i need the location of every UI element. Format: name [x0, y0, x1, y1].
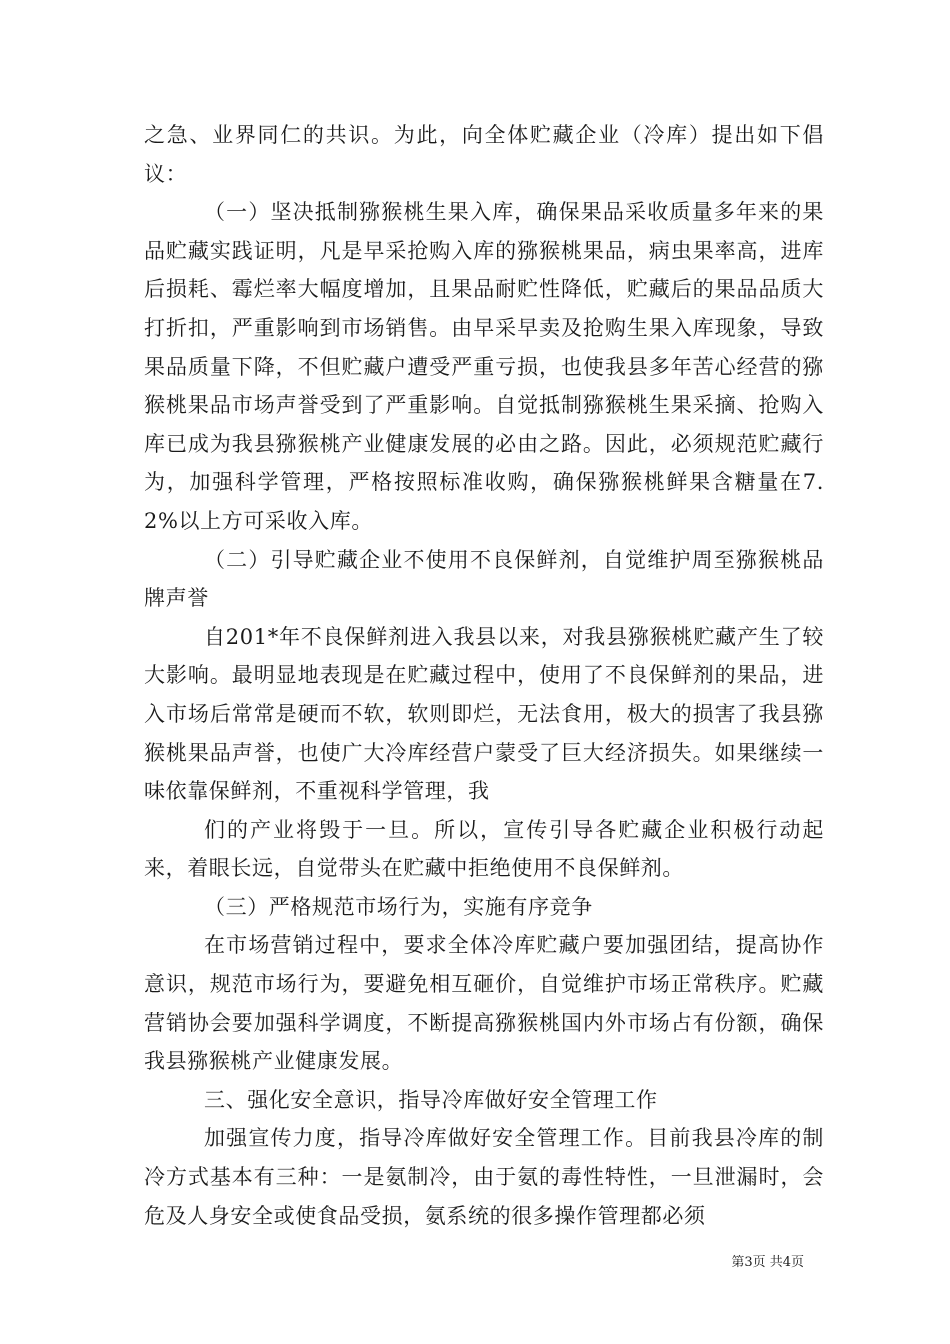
page-number-footer: 第3页 共4页 — [731, 1255, 804, 1270]
paragraph-market: 在市场营销过程中，要求全体冷库贮藏户要加强团结，提高协作意识，规范市场行为，要避免相互砸价，自觉维护市场正常秩序。贮藏营销协会要加强科学调度，不断提高猕猴桃国内外市场占有份额，确保我县猕猴桃产业健康发展。 — [144, 933, 824, 1074]
paragraph-preservative-cont: 们的产业将毁于一旦。所以，宣传引导各贮藏企业积极行动起来，着眼长远，自觉带头在贮藏中拒绝使用不良保鲜剂。 — [144, 817, 824, 881]
section-heading-1: （一）坚决抵制猕猴桃生果入库，确保果品采收质量多年来的果品贮藏实践证明，凡是早采抢购入库的猕猴桃果品，病虫果率高，进库后损耗、霉烂率大幅度增加，且果品耐贮性降低，贮藏后的果品品质大打折扣，严重影响到市场销售。由早采早卖及抢购生果入库现象，导致果品质量下降，不但贮藏户遭受严重亏损，也使我县多年苦心经营的猕猴桃果品市场声誉受到了严重影响。自觉抵制猕猴桃生果采摘、抢购入库已成为我县猕猴桃产业健康发展的必由之路。因此，必须规范贮藏行为，加强科学管理，严格按照标准收购，确保猕猴桃鲜果含糖量在7.2%以上方可采收入库。 — [144, 200, 824, 533]
document-body — [144, 116, 824, 1235]
paragraph-preservative: 自201*年不良保鲜剂进入我县以来，对我县猕猴桃贮藏产生了较大影响。最明显地表现是在贮藏过程中，使用了不良保鲜剂的果品，进入市场后常常是硬而不软，软则即烂，无法食用，极大的损害了我县猕猴桃果品声誉，也使广大冷库经营户蒙受了巨大经济损失。如果继续一味依靠保鲜剂，不重视科学管理，我 — [144, 624, 824, 804]
section-heading-2: （二）引导贮藏企业不使用不良保鲜剂，自觉维护周至猕猴桃品牌声誉 — [144, 547, 824, 611]
paragraph-safety: 加强宣传力度，指导冷库做好安全管理工作。目前我县冷库的制冷方式基本有三种：一是氨制冷，由于氨的毒性特性，一旦泄漏时，会危及人身安全或使食品受损，氨系统的很多操作管理都必须 — [144, 1126, 824, 1228]
paragraph-continuation: 之急、业界同仁的共识。为此，向全体贮藏企业（冷库）提出如下倡议： — [144, 123, 824, 186]
section-heading-3: （三）严格规范市场行为，实施有序竞争 — [204, 894, 593, 919]
section-heading-safety: 三、强化安全意识，指导冷库做好安全管理工作 — [204, 1087, 658, 1112]
